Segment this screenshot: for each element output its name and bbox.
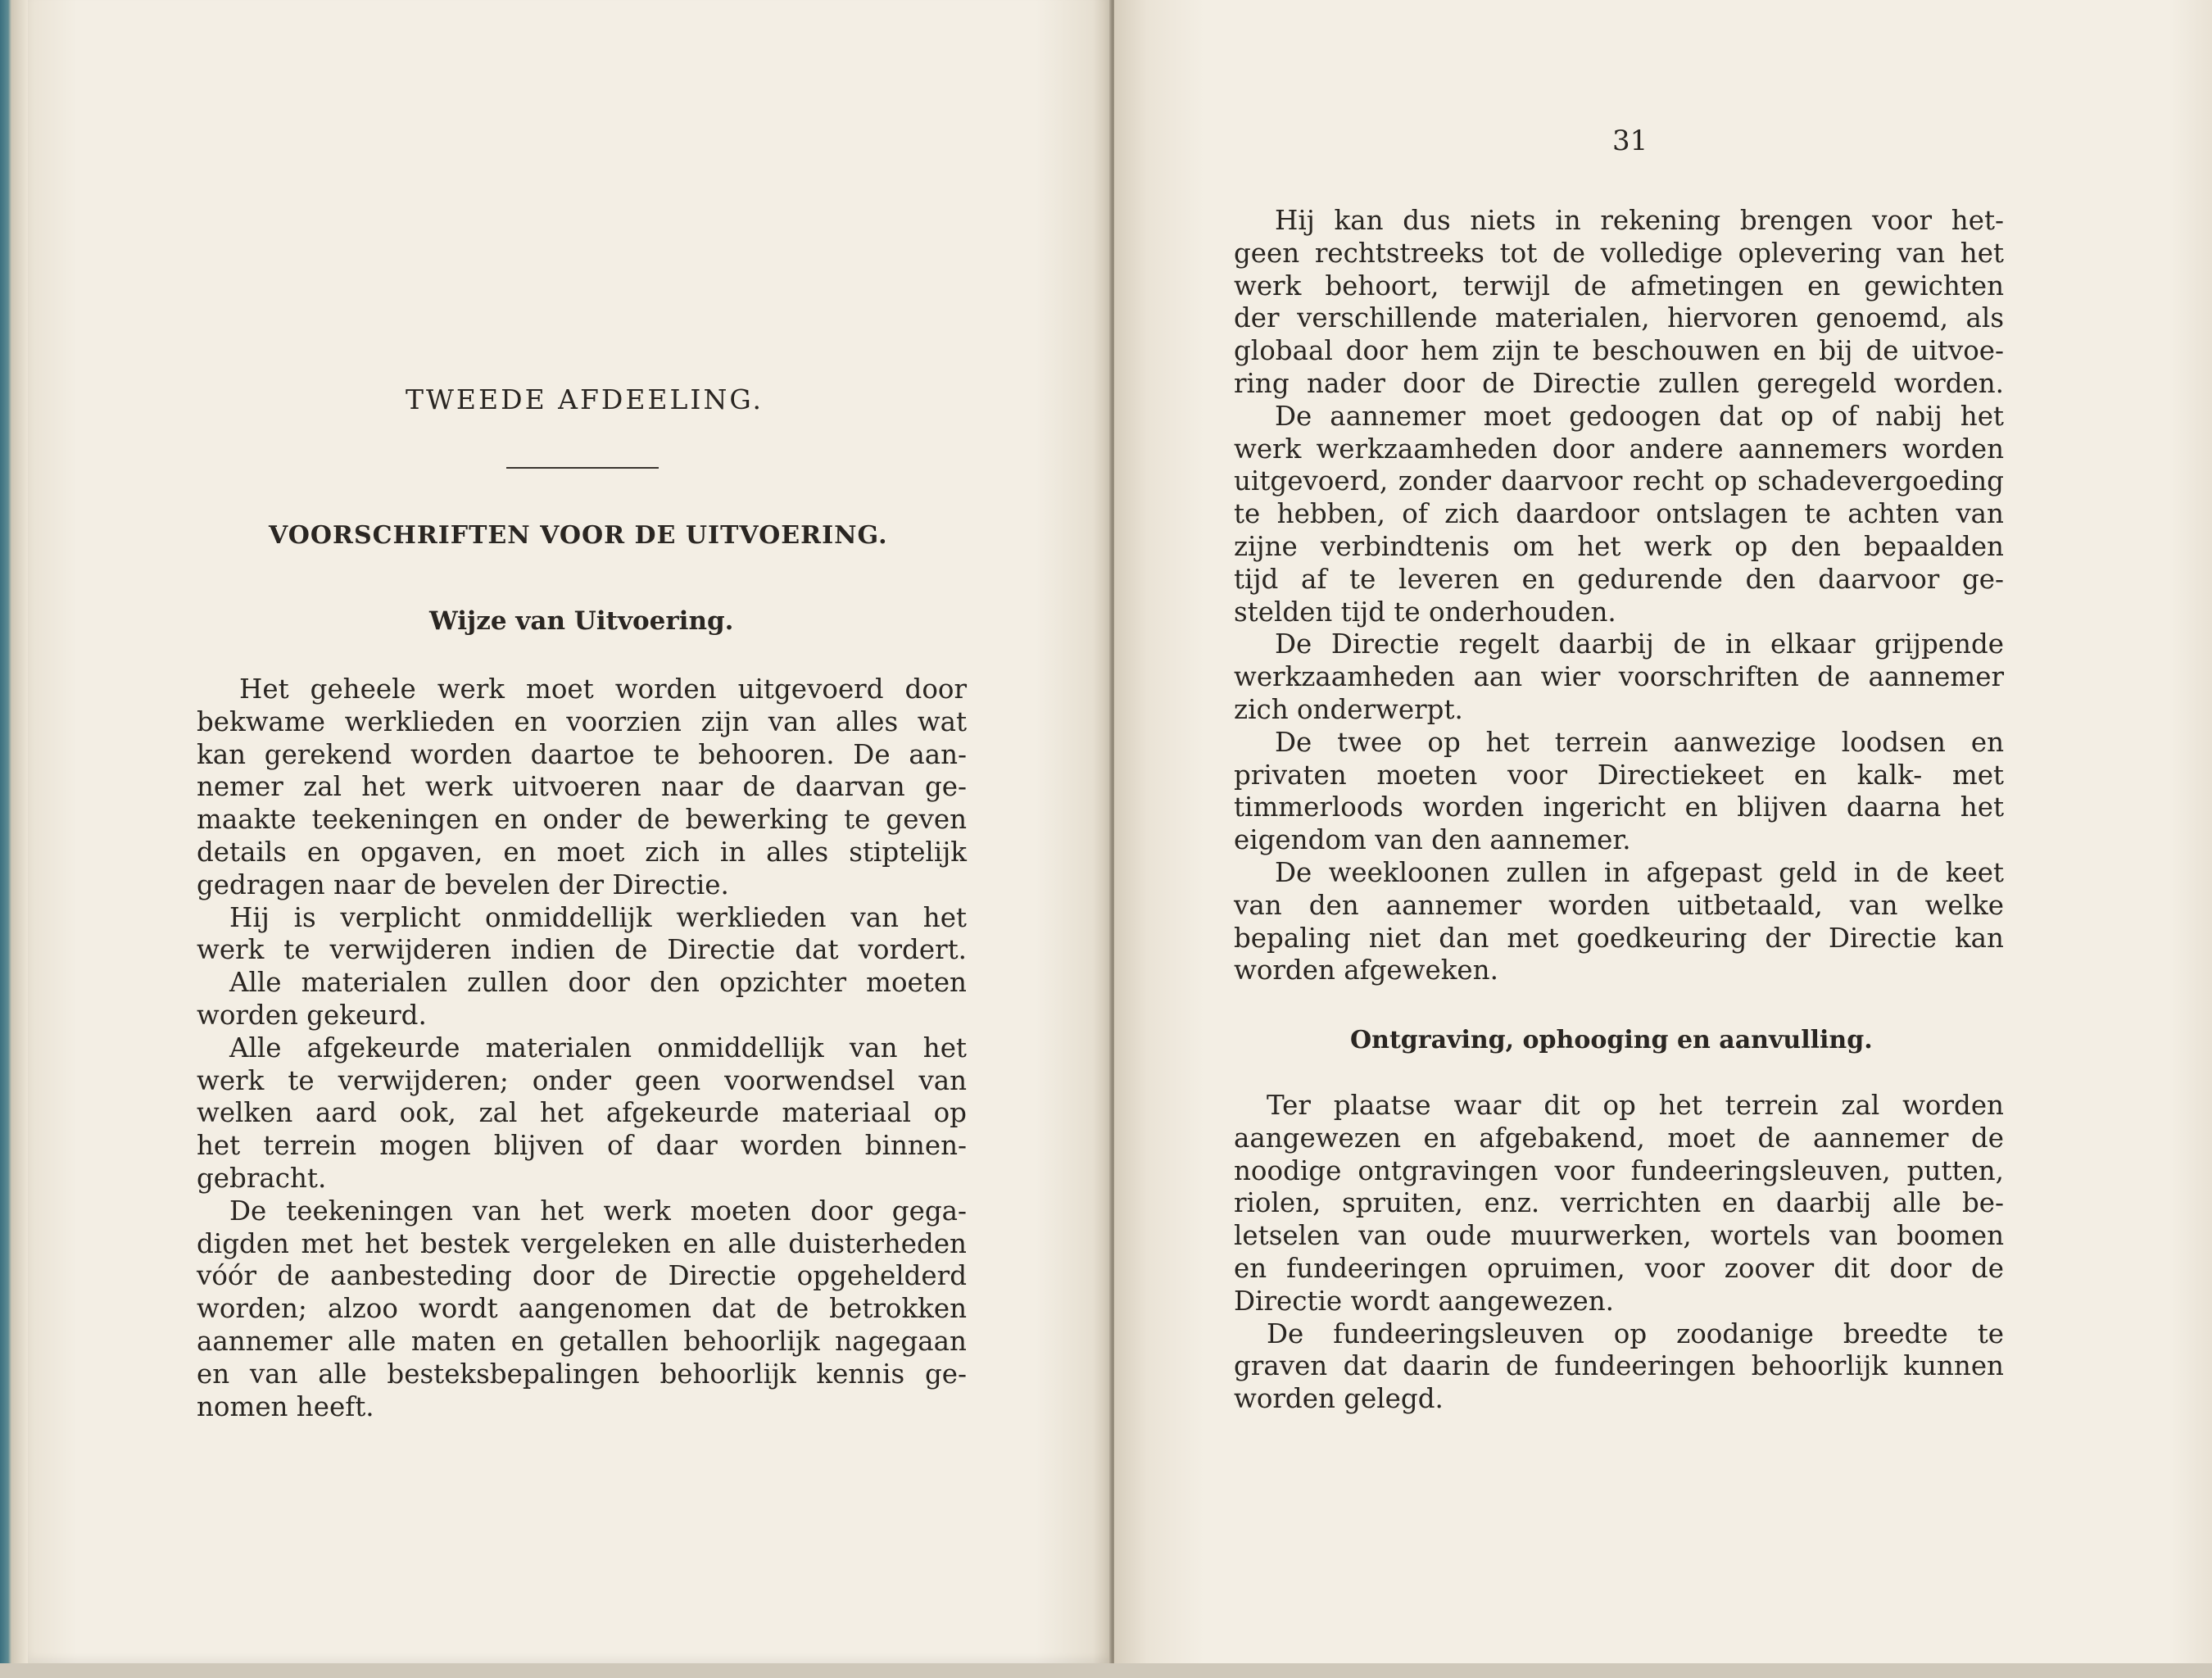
text-line: maakte teekeningen en onder de bewerking te geven bbox=[197, 804, 967, 836]
text-line: Ter plaatse waar dit op het terrein zal worden bbox=[1267, 1090, 2004, 1121]
text-line: welken aard ook, zal het afgekeurde materiaal op bbox=[197, 1097, 967, 1129]
text-line: gedragen naar de bevelen der Directie. bbox=[197, 868, 729, 900]
text-line: De aannemer moet gedoogen dat op of nabij het bbox=[1275, 400, 2004, 432]
text-line: Het geheele werk moet worden uitgevoerd door bbox=[239, 673, 967, 705]
text-line: het terrein mogen blijven of daar worden binnen- bbox=[197, 1130, 967, 1162]
text-line: riolen, spruiten, enz. verrichten en daarbij alle be- bbox=[1234, 1187, 2004, 1219]
text-line: aannemer alle maten en getallen behoorlijk nagegaan bbox=[197, 1325, 967, 1357]
text-line: digden met het bestek vergeleken en alle duisterheden bbox=[197, 1227, 967, 1259]
text-line: worden gekeurd. bbox=[197, 999, 427, 1031]
text-line: tijd af te leveren en gedurende den daarvoor ge- bbox=[1234, 563, 2004, 595]
text-line: van den aannemer worden uitbetaald, van welke bbox=[1234, 889, 2004, 921]
section-title: TWEEDE AFDEELING. bbox=[406, 383, 764, 415]
text-line: Alle afgekeurde materialen onmiddellijk van het bbox=[229, 1032, 967, 1063]
chapter-heading: VOORSCHRIFTEN VOOR DE UITVOERING. bbox=[269, 521, 888, 550]
text-line: De teekeningen van het werk moeten door gega- bbox=[229, 1195, 967, 1227]
text-line: zijne verbindtenis om het werk op den bepaalden bbox=[1234, 530, 2004, 562]
text-line: timmerloods worden ingericht en blijven daarna het bbox=[1234, 791, 2004, 823]
text-line: uitgevoerd, zonder daarvoor recht op schadevergoeding bbox=[1234, 465, 2004, 497]
text-line: globaal door hem zijn te beschouwen en bij de uitvoe- bbox=[1234, 335, 2004, 367]
text-line: aangewezen en afgebakend, moet de aannemer de bbox=[1234, 1122, 2004, 1154]
right-page-body-2 bbox=[1234, 1090, 2004, 1416]
text-line: nomen heeft. bbox=[197, 1390, 374, 1422]
text-line: bepaling niet dan met goedkeuring der Directie kan bbox=[1234, 922, 2004, 954]
text-line: en van alle besteksbepalingen behoorlijk kennis ge- bbox=[197, 1358, 967, 1390]
text-line: der verschillende materialen, hiervoren genoemd, als bbox=[1234, 302, 2004, 334]
text-line: De weekloonen zullen in afgepast geld in de keet bbox=[1275, 856, 2004, 888]
text-line: eigendom van den aannemer. bbox=[1234, 824, 1631, 856]
background-strip bbox=[0, 1663, 2212, 1678]
text-line: worden; alzoo wordt aangenomen dat de betrokken bbox=[197, 1293, 967, 1325]
text-line: en fundeeringen opruimen, voor zoover dit door de bbox=[1234, 1252, 2004, 1284]
right-page-body bbox=[1234, 205, 2004, 987]
text-line: werk te verwijderen indien de Directie dat vordert. bbox=[197, 934, 967, 966]
left-page-body bbox=[197, 673, 967, 1423]
text-line: gebracht. bbox=[197, 1162, 327, 1194]
text-line: kan gerekend worden daartoe te behooren. De aan- bbox=[197, 738, 967, 770]
subheading: Wijze van Uitvoering. bbox=[429, 606, 734, 636]
text-line: nemer zal het werk uitvoeren naar de daarvan ge- bbox=[197, 771, 967, 803]
text-line: De fundeeringsleuven op zoodanige breedte te bbox=[1267, 1317, 2004, 1349]
text-line: Alle materialen zullen door den opzichter moeten bbox=[229, 967, 967, 999]
text-line: details en opgaven, en moet zich in alles stiptelijk bbox=[197, 836, 967, 868]
text-line: zich onderwerpt. bbox=[1234, 693, 1463, 725]
title-divider bbox=[506, 467, 659, 469]
page-number: 31 bbox=[1612, 125, 1648, 157]
text-line: vóór de aanbesteding door de Directie opgehelderd bbox=[197, 1260, 967, 1292]
text-line: De Directie regelt daarbij de in elkaar grijpende bbox=[1275, 628, 2004, 660]
section-heading: Ontgraving, ophooging en aanvulling. bbox=[1350, 1026, 1873, 1054]
text-line: te hebben, of zich daardoor ontslagen te achten van bbox=[1234, 498, 2004, 530]
text-line: noodige ontgravingen voor fundeeringsleuven, putten, bbox=[1234, 1154, 2004, 1186]
text-line: Hij kan dus niets in rekening brengen voor het- bbox=[1275, 205, 2004, 236]
text-line: stelden tijd te onderhouden. bbox=[1234, 596, 1616, 628]
text-line: werk werkzaamheden door andere aannemers worden bbox=[1234, 433, 2004, 465]
text-line: worden gelegd. bbox=[1234, 1383, 1444, 1415]
text-line: bekwame werklieden en voorzien zijn van alles wat bbox=[197, 705, 967, 737]
text-line: graven dat daarin de fundeeringen behoorlijk kunnen bbox=[1234, 1350, 2004, 1382]
text-line: ring nader door de Directie zullen geregeld worden. bbox=[1234, 367, 2004, 399]
text-line: geen rechtstreeks tot de volledige oplevering van het bbox=[1234, 237, 2004, 269]
text-line: Hij is verplicht onmiddellijk werklieden van het bbox=[229, 901, 967, 933]
text-line: Directie wordt aangewezen. bbox=[1234, 1285, 1614, 1317]
text-line: privaten moeten voor Directiekeet en kalk- met bbox=[1234, 759, 2004, 791]
text-line: werkzaamheden aan wier voorschriften de aannemer bbox=[1234, 661, 2004, 693]
text-line: worden afgeweken. bbox=[1234, 955, 1498, 986]
text-line: De twee op het terrein aanwezige loodsen en bbox=[1275, 726, 2004, 758]
text-line: werk behoort, terwijl de afmetingen en gewichten bbox=[1234, 270, 2004, 302]
book-cover-edge bbox=[0, 0, 28, 1678]
text-line: letselen van oude muurwerken, wortels van boomen bbox=[1234, 1220, 2004, 1252]
text-line: werk te verwijderen; onder geen voorwendsel van bbox=[197, 1064, 967, 1096]
